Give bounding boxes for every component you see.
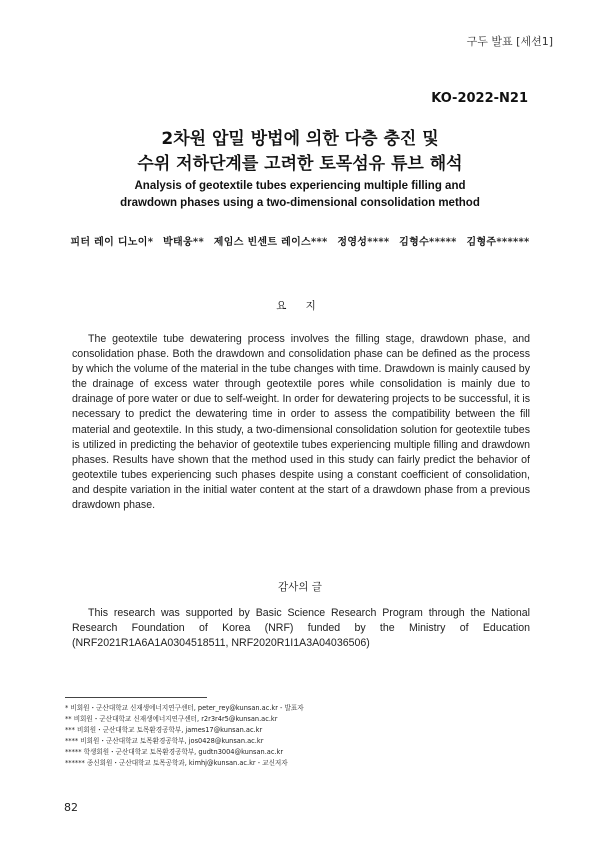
- abstract-text: The geotextile tube dewatering process involves the filling stage, drawdown phase, and consolidation phase. Both the drawdown and consolidation phase can be defined as the process by which the volume of the material in the tube changes with time. Drawdown is mainly caused by the drainage of excess water through geotextile pores while consolidation is mainly due to drainage of pore water or due to self-weight. In order for dewatering projects to be successful, it is necessary to predict the dewatering time in order to assess the compatibility between the fill material and geotextile. In this study, a two-dimensional consolidation solution for geotextile tubes is utilized in predicting the behavior of geotextile tubes experiencing multiple filling and drawdown phases. Results have shown that the method used in this study can fairly predict the behavior of geotextile tubes experiencing such phases despite using a constant coefficient of consolidation, and despite variation in the initial water content at the start of a drawdown phase from a previous drawdown phase.: [72, 333, 530, 512]
- author-list: [0, 233, 600, 248]
- paper-id: KO-2022-N21: [431, 91, 528, 106]
- session-label: 구두 발표 [세션1]: [466, 35, 553, 48]
- footnote-5: ***** 학생회원・군산대학교 토목환경공학부, gudtn3004@kunsan.ac.kr: [65, 748, 284, 756]
- english-title-line-1: Analysis of geotextile tubes experiencing multiple filling and: [134, 180, 466, 192]
- footnote-4: **** 비회원・군산대학교 토목환경공학부, jos0428@kunsan.ac.kr: [65, 737, 264, 745]
- korean-title-line-1: 2차원 압밀 방법에 의한 다층 충진 및: [161, 129, 439, 149]
- footnote-2: ** 비회원・군산대학교 신재생에너지연구센터, r2r3r4r5@kunsan.ac.kr: [65, 715, 278, 723]
- author-4: 정영성****: [337, 237, 390, 248]
- english-title: [0, 178, 600, 212]
- author-2: 박태웅**: [163, 237, 204, 248]
- page-number: 82: [64, 801, 78, 814]
- footnote-1: * 비회원・군산대학교 신재생에너지연구센터, peter_rey@kunsan.ac.kr - 발표자: [65, 704, 304, 712]
- korean-title-line-2: 수위 저하단계를 고려한 토목섬유 튜브 해석: [137, 154, 463, 174]
- footnote-divider: [65, 697, 207, 698]
- author-3: 제임스 빈센트 레이스***: [213, 237, 328, 248]
- korean-title: [0, 127, 600, 177]
- author-1: 피터 레이 디노이*: [70, 237, 154, 248]
- footnote-6: ****** 종신회원・군산대학교 토목공학과, kimhj@kunsan.ac.kr - 교신저자: [65, 759, 288, 767]
- abstract-heading: 요 지: [276, 300, 324, 312]
- acknowledgement-text: This research was supported by Basic Science Research Program through the National Research Foundation of Korea (NRF) funded by the Ministry of Education (NRF2021R1A6A1A0304518511, NRF2020R1I1A3A04036506): [72, 607, 530, 650]
- author-6: 김형주******: [466, 237, 530, 248]
- author-5: 김형수*****: [399, 237, 457, 248]
- english-title-line-2: drawdown phases using a two-dimensional consolidation method: [120, 197, 480, 209]
- footnotes: [65, 703, 545, 769]
- acknowledgement-heading: 감사의 글: [278, 581, 322, 593]
- footnote-3: *** 비회원・군산대학교 토목환경공학부, james17@kunsan.ac.kr: [65, 726, 263, 734]
